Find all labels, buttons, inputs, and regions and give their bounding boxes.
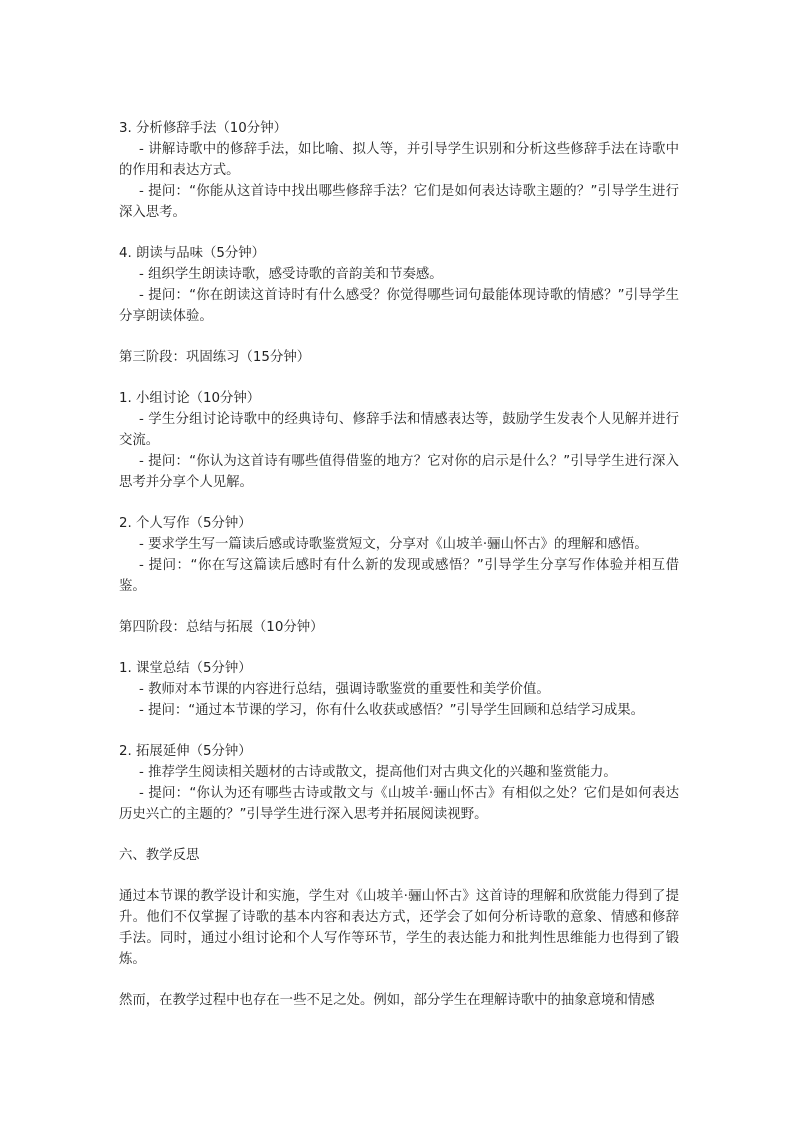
section-heading: 2. 拓展延伸（5分钟） <box>119 744 252 759</box>
spacer <box>119 721 679 741</box>
chapter-heading: 六、教学反思 <box>119 848 200 863</box>
spacer <box>119 638 679 658</box>
paragraph: - 提问：“你认为这首诗有哪些值得借鉴的地方？它对你的启示是什么？”引导学生进行深入思考并分享个人见解。 <box>119 454 679 490</box>
section-heading: 4. 朗读与品味（5分钟） <box>119 246 266 261</box>
section-heading: 3. 分析修辞手法（10分钟） <box>119 121 287 136</box>
paragraph: - 组织学生朗读诗歌，感受诗歌的音韵美和节奏感。 <box>139 267 443 282</box>
paragraph: - 提问：“你在朗读这首诗时有什么感受？你觉得哪些词句最能体现诗歌的情感？”引导学生分享朗读体验。 <box>119 288 679 324</box>
section-heading: 2. 个人写作（5分钟） <box>119 516 252 531</box>
stage-heading: 第四阶段：总结与拓展（10分钟） <box>119 620 324 635</box>
paragraph: - 提问：“你认为还有哪些古诗或散文与《山坡羊·骊山怀古》有相似之处？它们是如何表达历史兴亡的主题的？”引导学生进行深入思考并拓展阅读视野。 <box>119 786 679 822</box>
section-heading: 1. 课堂总结（5分钟） <box>119 661 252 676</box>
paragraph: 通过本节课的教学设计和实施，学生对《山坡羊·骊山怀古》这首诗的理解和欣赏能力得到了提升。他们不仅掌握了诗歌的基本内容和表达方式，还学会了如何分析诗歌的意象、情感和修辞手法。同时，通过小组讨论和个人写作等环节，学生的表达能力和批判性思维能力也得到了锻炼。 <box>119 889 679 967</box>
section-heading: 1. 小组讨论（10分钟） <box>119 391 261 406</box>
paragraph: - 提问：“你在写这篇读后感时有什么新的发现或感悟？”引导学生分享写作体验并相互借鉴。 <box>119 558 679 594</box>
spacer <box>119 970 679 990</box>
paragraph: 然而，在教学过程中也存在一些不足之处。例如，部分学生在理解诗歌中的抽象意境和情感 <box>119 993 655 1008</box>
stage-heading: 第三阶段：巩固练习（15分钟） <box>119 350 311 365</box>
spacer <box>119 368 679 388</box>
spacer <box>119 327 679 347</box>
spacer <box>119 223 679 243</box>
paragraph: - 学生分组讨论诗歌中的经典诗句、修辞手法和情感表达等，鼓励学生发表个人见解并进行交流。 <box>119 412 679 448</box>
spacer <box>119 866 679 886</box>
paragraph: - 教师对本节课的内容进行总结，强调诗歌鉴赏的重要性和美学价值。 <box>139 682 550 697</box>
paragraph: - 提问：“通过本节课的学习，你有什么收获或感悟？”引导学生回顾和总结学习成果。 <box>139 703 645 718</box>
paragraph: - 要求学生写一篇读后感或诗歌鉴赏短文，分享对《山坡羊·骊山怀古》的理解和感悟。 <box>139 537 648 552</box>
spacer <box>119 825 679 845</box>
document-page <box>119 118 679 1011</box>
spacer <box>119 597 679 617</box>
paragraph: - 推荐学生阅读相关题材的古诗或散文，提高他们对古典文化的兴趣和鉴赏能力。 <box>139 765 617 780</box>
paragraph: - 讲解诗歌中的修辞手法，如比喻、拟人等，并引导学生识别和分析这些修辞手法在诗歌中的作用和表达方式。 <box>119 142 679 178</box>
spacer <box>119 493 679 513</box>
paragraph: - 提问：“你能从这首诗中找出哪些修辞手法？它们是如何表达诗歌主题的？”引导学生进行深入思考。 <box>119 184 679 220</box>
